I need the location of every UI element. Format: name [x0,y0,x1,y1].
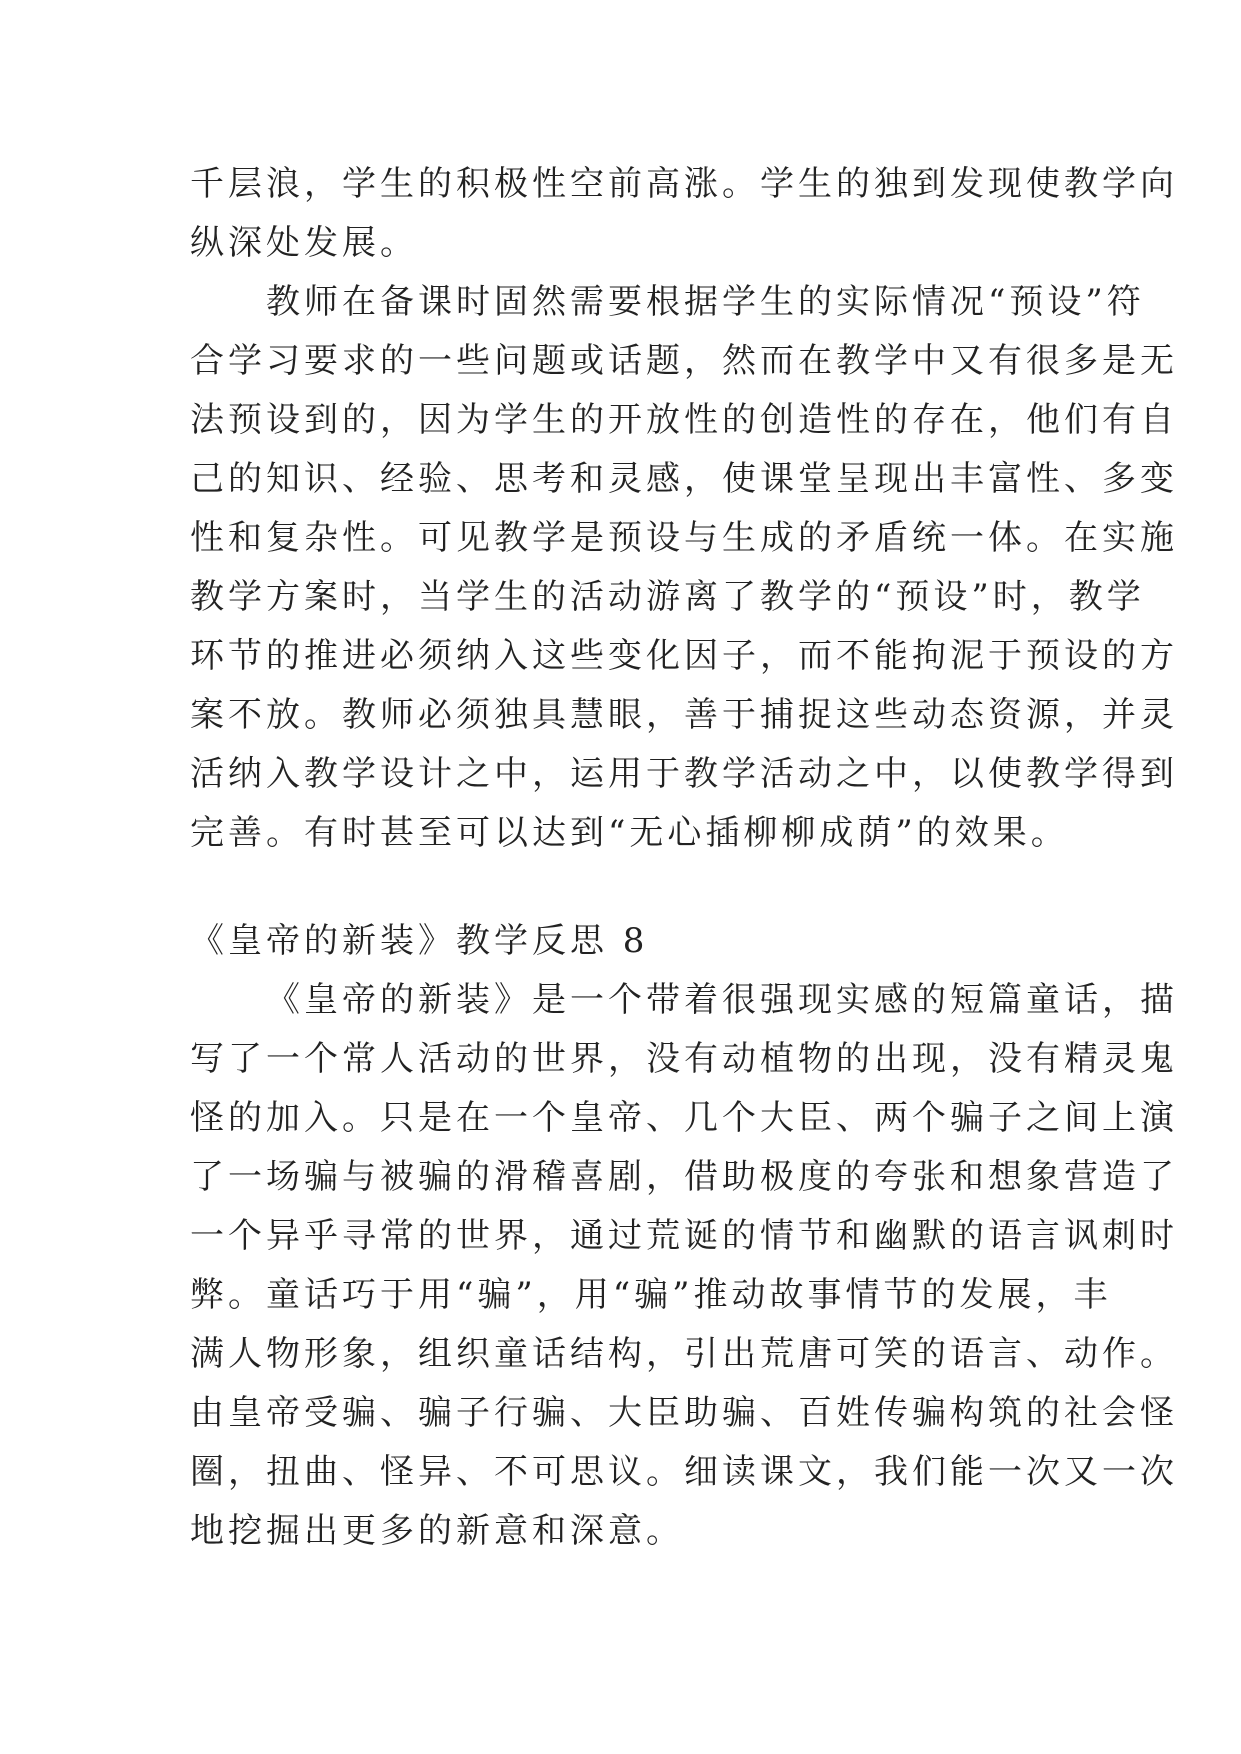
paragraph-line: 己的知识、经验、思考和灵感，使课堂呈现出丰富性、多变 [190,459,1178,499]
paragraph-line: 性和复杂性。可见教学是预设与生成的矛盾统一体。在实施 [190,518,1178,558]
paragraph-line: 纵深处发展。 [190,223,418,263]
paragraph-line: 满人物形象，组织童话结构，引出荒唐可笑的语言、动作。 [190,1334,1178,1374]
paragraph-line: 完善。有时甚至可以达到“无心插柳柳成荫”的效果。 [190,813,1069,853]
paragraph-line: 怪的加入。只是在一个皇帝、几个大臣、两个骗子之间上演 [190,1098,1178,1138]
paragraph-line: 案不放。教师必须独具慧眼，善于捕捉这些动态资源，并灵 [190,695,1178,735]
paragraph-line: 了一场骗与被骗的滑稽喜剧，借助极度的夸张和想象营造了 [190,1157,1178,1197]
paragraph-line: 教学方案时，当学生的活动游离了教学的“预设”时，教学 [190,577,1145,617]
section-heading: 《皇帝的新装》教学反思 8 [190,921,649,961]
paragraph-line: 环节的推进必须纳入这些变化因子，而不能拘泥于预设的方 [190,636,1178,676]
paragraph-line: 《皇帝的新装》是一个带着很强现实感的短篇童话，描 [266,980,1178,1020]
paragraph-line: 圈，扭曲、怪异、不可思议。细读课文，我们能一次又一次 [190,1452,1178,1492]
previous-section-text [190,155,1178,863]
paragraph-line: 法预设到的，因为学生的开放性的创造性的存在，他们有自 [190,400,1178,440]
paragraph-line: 地挖掘出更多的新意和深意。 [190,1511,684,1551]
paragraph-line: 教师在备课时固然需要根据学生的实际情况“预设”符 [266,282,1145,322]
paragraph-line: 合学习要求的一些问题或话题，然而在教学中又有很多是无 [190,341,1178,381]
section-8 [190,912,1178,1561]
paragraph-line: 由皇帝受骗、骗子行骗、大臣助骗、百姓传骗构筑的社会怪 [190,1393,1178,1433]
paragraph-line: 千层浪，学生的积极性空前高涨。学生的独到发现使教学向 [190,164,1178,204]
paragraph-line: 弊。童话巧于用“骗”，用“骗”推动故事情节的发展，丰 [190,1275,1112,1315]
paragraph-line: 写了一个常人活动的世界，没有动植物的出现，没有精灵鬼 [190,1039,1178,1079]
paragraph-line: 活纳入教学设计之中，运用于教学活动之中，以使教学得到 [190,754,1178,794]
paragraph-line: 一个异乎寻常的世界，通过荒诞的情节和幽默的语言讽刺时 [190,1216,1178,1256]
